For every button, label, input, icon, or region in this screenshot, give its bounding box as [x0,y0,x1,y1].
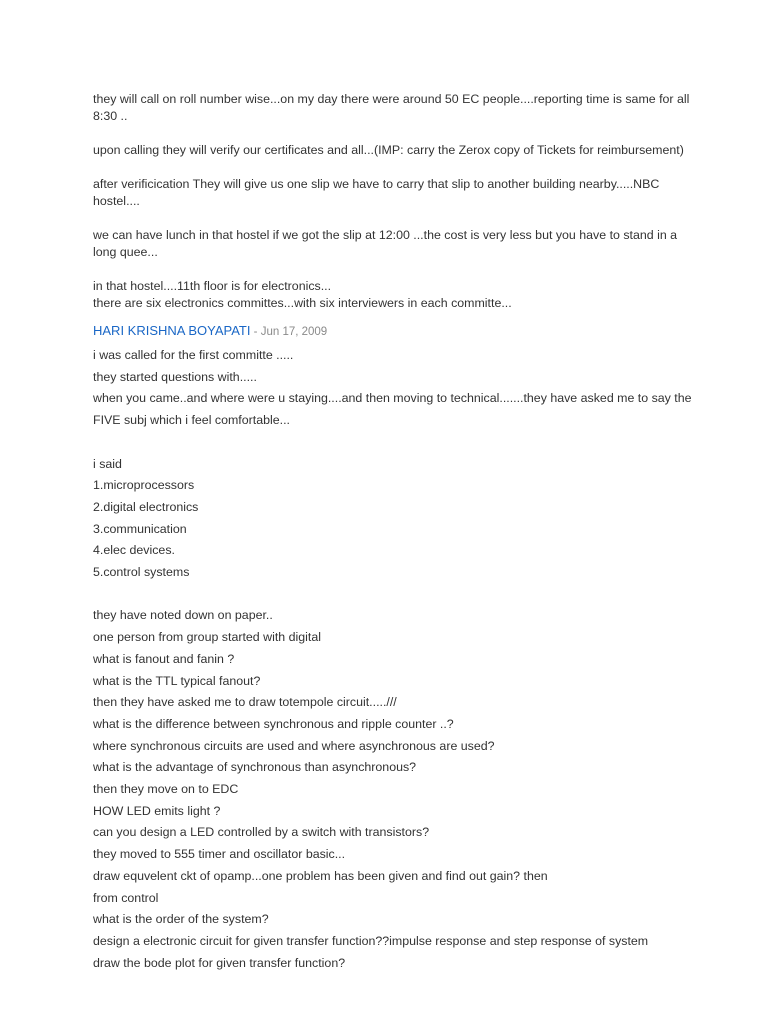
post-line: 1.microprocessors [93,478,195,493]
intro-paragraph: they will call on roll number wise...on my day there were around 50 EC people....reporting time is same for all 8:30 .. [93,92,690,123]
post-line: draw the bode plot for given transfer function? [93,955,346,970]
intro-paragraph: after verificication They will give us one slip we have to carry that slip to another building nearby.....NBC hostel.... [93,177,660,208]
post-header [93,321,693,342]
post-line: design a electronic circuit for given transfer function??impulse response and step response of system [93,933,649,948]
post-line: where synchronous circuits are used and where asynchronous are used? [93,738,495,753]
post-line: i was called for the first committe ..... [93,348,294,362]
post-line: what is the order of the system? [93,912,269,927]
post-line: i said [93,456,122,471]
intro-paragraph: in that hostel....11th floor is for electronics... [93,279,332,293]
post-author-link[interactable]: HARI KRISHNA BOYAPATI [93,323,251,338]
post-line: they started questions with..... [93,369,257,384]
post-date: - Jun 17, 2009 [250,326,328,338]
post-line: HOW LED emits light ? [93,803,221,818]
post-line: can you design a LED controlled by a switch with transistors? [93,825,430,840]
post-line: what is fanout and fanin ? [93,651,235,666]
post-line: they have noted down on paper.. [93,608,273,623]
intro-paragraph: there are six electronics committes...with six interviewers in each committe... [93,296,512,310]
post-line: then they move on to EDC [93,782,239,797]
post-line: 2.digital electronics [93,499,199,514]
post-line: when you came..and where were u staying....and then moving to technical.......they have asked me to say the FIVE subj which i feel comfortable... [93,391,695,428]
intro-paragraph: upon calling they will verify our certificates and all...(IMP: carry the Zerox copy of Tickets for reimbursement) [93,143,684,157]
blank-line [93,584,693,606]
post-line: 4.elec devices. [93,543,175,558]
post-line: 5.control systems [93,565,190,580]
post-line: they moved to 555 timer and oscillator basic... [93,847,346,862]
post-line: one person from group started with digital [93,630,321,645]
post-body [93,345,693,974]
post-line: what is the difference between synchronous and ripple counter ..? [93,716,454,731]
post-line: 3.communication [93,521,187,536]
post-line: draw equvelent ckt of opamp...one problem has been given and find out gain? then [93,868,548,883]
intro-paragraph: we can have lunch in that hostel if we got the slip at 12:00 ...the cost is very less but you have to stand in a long quee... [93,228,678,259]
post-line: what is the TTL typical fanout? [93,673,261,688]
post-line: from control [93,890,159,905]
post-line: then they have asked me to draw totempole circuit...../// [93,695,401,710]
document-body [93,91,693,974]
blank-line [93,432,693,454]
post-line: what is the advantage of synchronous than asynchronous? [93,760,417,775]
